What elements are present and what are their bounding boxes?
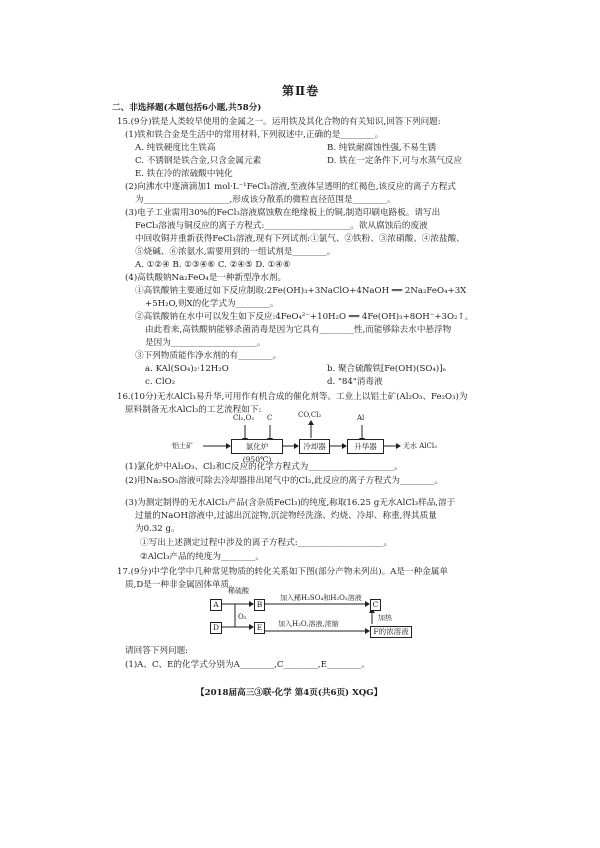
q15-part2-line1: (2)向沸水中逐滴滴加1 mol·L⁻¹FeCl₃溶液,至液体呈透明的红褐色,该反应的离子方程式 (125, 182, 456, 192)
q15-part3-options: A. ①②④ B. ①③④⑥ C. ②④⑤ D. ①④⑥ (135, 260, 291, 270)
q15-part4: (4)高铁酸钠Na₂FeO₄是一种新型净水剂。 (125, 273, 287, 283)
section-heading: 二、非选择题(本题包括6小题,共58分) (112, 103, 262, 113)
q17-node-c: C (370, 599, 381, 611)
q15-part3-line2: FeCl₃溶液与铜反应的离子方程式:____________________。欲从腐蚀后的废液 (135, 221, 428, 231)
q15-part4-3-option-c: c. ClO₂ (145, 377, 176, 387)
q17-stem-line1: 17.(9分)中学化学中几种常见物质的转化关系如下图(部分产物未列出)。A是一种金属单 (117, 567, 448, 577)
q15-option-d: D. 铁在一定条件下,可与水蒸气反应 (327, 156, 463, 166)
q15-stem: 15.(9分)铁是人类较早使用的金属之一。运用铁及其化合物的有关知识,回答下列问题: (117, 117, 441, 127)
q17-top-reagent-label: 加入稀H₂SO₄和H₂O₂溶液 (280, 594, 362, 602)
q16-flow-start: 铝土矿 (172, 442, 193, 450)
q16-flow-input-c: C (267, 414, 273, 422)
q16-stem-line1: 16.(10分)无水AlCl₃易升华,可用作有机合成的催化剂等。工业上以铝土矿(Al₂O₃、Fe₂O₃)为 (117, 392, 468, 402)
q15-option-b: B. 纯铁耐腐蚀性强,不易生锈 (327, 143, 437, 153)
q16-flow-input-cl2-o2: Cl₂,O₂ (233, 414, 255, 422)
q15-part3-line4: ⑤烧碱、⑥浓氨水,需要用到的一组试剂是________。 (135, 247, 336, 257)
q16-part3-line2: 过量的NaOH溶液中,过滤出沉淀物,沉淀物经洗涤、灼烧、冷却、称重,得其质量 (135, 511, 437, 521)
q15-part4-2-line2: 由此看来,高铁酸钠能够杀菌消毒是因为它具有________性,而能够除去水中悬浮物 (145, 325, 452, 335)
q15-part4-1-line1: ①高铁酸钠主要通过如下反应制取:2Fe(OH)₃+3NaClO+4NaOH ══ 2Na₂FeO₄+3X (135, 286, 467, 296)
q15-part4-3: ③下列物质能作净水剂的有________。 (135, 351, 282, 361)
q16-flow-box-chlorination-furnace: 氯化炉(950℃) (231, 439, 283, 454)
q16-part3-line1: (3)为测定制得的无水AlCl₃产品(含杂质FeCl₃)的纯度,称取16.25 g无水AlCl₃样品,溶于 (125, 498, 456, 508)
q15-option-e: E. 铁在冷的浓硫酸中钝化 (135, 169, 233, 179)
q16-flow-output-co-cl2: CO,Cl₂ (298, 411, 322, 419)
q17-heat-label: 加热 (378, 614, 392, 622)
q15-part3-line1: (3)电子工业需用30%的FeCl₃溶液腐蚀敷在绝缘板上的铜,制造印刷电路板。请写出 (125, 208, 441, 218)
q15-part4-1-line2: +5H₂O,则X的化学式为________。 (145, 299, 279, 309)
q16-part2: (2)用Na₂SO₃溶液可除去冷却器排出尾气中的Cl₂,此反应的离子方程式为________。 (125, 476, 443, 486)
q16-flow-box-sublimator: 升华器 (347, 439, 384, 454)
q15-option-c: C. 不锈钢是铁合金,只含金属元素 (135, 156, 262, 166)
q16-part1: (1)氯化炉中Al₂O₃、Cl₂和C反应的化学方程式为____________________。 (125, 462, 403, 472)
q17-bottom-reagent-label: 加入H₂O,溶液,浓缩 (278, 620, 339, 628)
q17-node-d: D (210, 622, 222, 634)
q16-stem-line2: 原料制备无水AlCl₃的工艺流程如下: (125, 405, 262, 415)
q15-part4-2-line1: ②高铁酸钠在水中可以发生如下反应:4FeO₄²⁻+10H₂O ══ 4Fe(OH)₃+8OH⁻+3O₂↑。 (135, 312, 474, 322)
q17-diagram-acid-label: 稀硫酸 (228, 587, 249, 595)
q17-stem-line2: 质,D是一种非金属固体单质。 (125, 580, 238, 590)
q17-node-b: B (254, 599, 265, 611)
q16-part3-line3: 为0.32 g。 (135, 524, 180, 534)
q16-flow-end: 无水 AlCl₃ (403, 442, 437, 450)
q16-part3-2: ②AlCl₃产品的纯度为________。 (140, 552, 264, 562)
page-title: 第Ⅱ卷 (282, 84, 320, 98)
q15-part4-2-line3: 是因为____________________。 (145, 338, 266, 348)
q15-part3-line3: 中回收铜并重新获得FeCl₃溶液,现有下列试剂:①氯气、②铁粉、③浓硝酸、④浓盐酸、 (135, 234, 465, 244)
q15-option-a: A. 纯铁硬度比生铁高 (135, 143, 216, 153)
q17-node-f: F的浓溶液 (370, 626, 412, 638)
q15-part4-3-option-d: d. "84"消毒液 (327, 377, 383, 387)
q16-flow-box-cooler: 冷却器 (299, 439, 330, 454)
q16-flow-input-al: Al (357, 414, 365, 422)
q16-part3-1: ①写出上述测定过程中涉及的离子方程式:____________________。 (140, 538, 393, 548)
q17-node-e: E (254, 622, 265, 634)
q17-part1: (1)A、C、E的化学式分别为A________,C________,E________。 (125, 660, 370, 670)
q15-part1: (1)铁和铁合金是生活中的常用材料,下列叙述中,正确的是________。 (125, 130, 384, 140)
q17-node-a: A (210, 599, 222, 611)
q17-ask: 请回答下列问题: (125, 646, 189, 656)
q15-part4-3-option-b: b. 聚合硫酸铁[Fe(OH)(SO₄)]ₙ (327, 364, 447, 374)
q15-part2-line2: 为____________________,形成该分散系的微粒直径范围是________。 (135, 195, 396, 205)
q17-o2-label: O₂ (238, 613, 247, 621)
q15-part4-3-option-a: a. KAl(SO₄)₂·12H₂O (145, 364, 229, 374)
page-footer: 【2018届高三③联·化学 第4页(共6页) XQG】 (196, 688, 383, 698)
